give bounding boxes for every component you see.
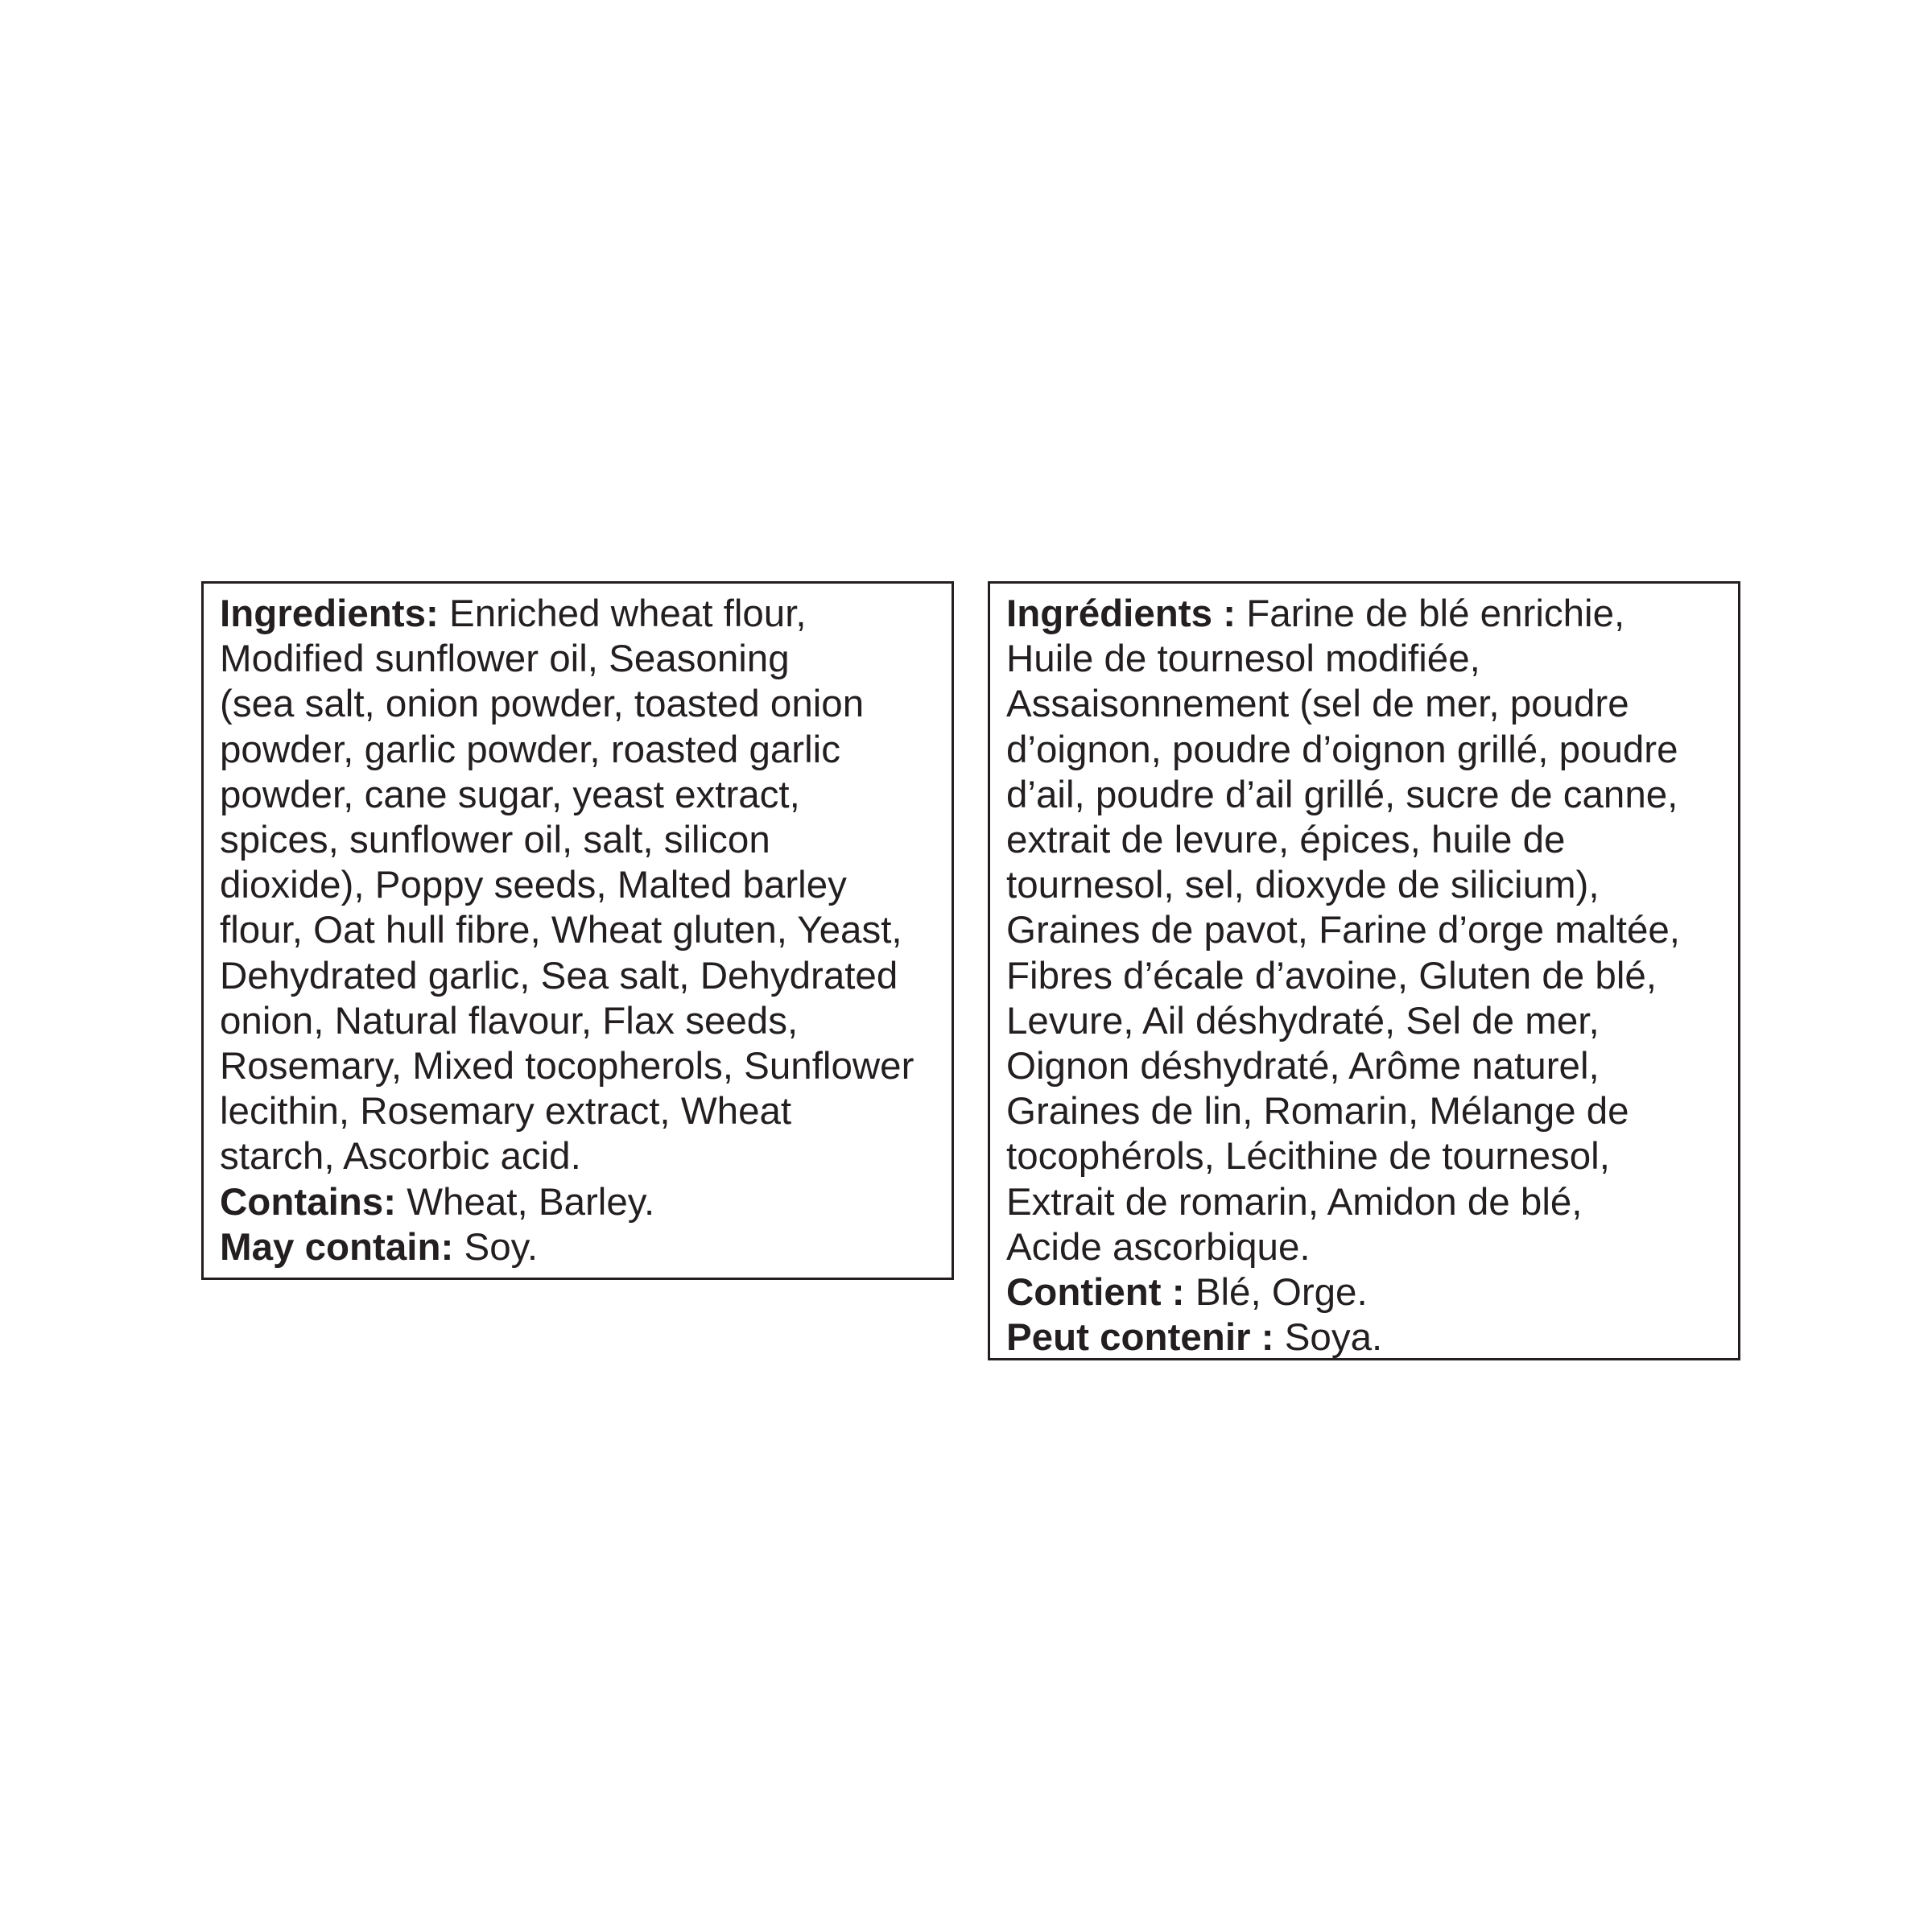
ingredients-panel-english (201, 581, 954, 1280)
ingredients-line: powder, garlic powder, roasted garlic (220, 728, 840, 771)
ingredients-line: Fibres d’écale d’avoine, Gluten de blé, (1006, 954, 1657, 997)
may-contain-label: Peut contenir : (1006, 1316, 1274, 1360)
contains-value: Blé, Orge. (1184, 1271, 1368, 1315)
ingredients-line: Oignon déshydraté, Arôme naturel, (1006, 1045, 1600, 1088)
ingredients-line (1006, 592, 1724, 637)
ingredients-line: tournesol, sel, dioxyde de silicium), (1006, 864, 1600, 907)
ingredients-panel-french (988, 581, 1740, 1360)
ingredients-line: Graines de lin, Romarin, Mélange de (1006, 1090, 1629, 1133)
ingredients-line: lecithin, Rosemary extract, Wheat (220, 1090, 792, 1133)
ingredients-text: Enriched wheat flour, (438, 592, 807, 635)
ingredients-line: dioxide), Poppy seeds, Malted barley (220, 864, 847, 907)
ingredients-line: powder, cane sugar, yeast extract, (220, 773, 800, 816)
may-contain-value: Soy. (453, 1225, 539, 1269)
may-contain-label: May contain: (220, 1225, 454, 1269)
ingredients-line: Acide ascorbique. (1006, 1225, 1311, 1269)
ingredients-line: Rosemary, Mixed tocopherols, Sunflower (220, 1045, 914, 1088)
contains-label: Contains: (220, 1180, 397, 1224)
ingredients-label: Ingredients: (220, 592, 439, 635)
contains-line (1006, 1270, 1724, 1315)
ingredients-line: flour, Oat hull fibre, Wheat gluten, Yeast, (220, 909, 902, 952)
ingredients-label: Ingrédients : (1006, 592, 1236, 635)
ingredients-line: Graines de pavot, Farine d’orge maltée, (1006, 909, 1680, 952)
ingredients-line: Modified sunflower oil, Seasoning (220, 638, 790, 681)
ingredients-line: Extrait de romarin, Amidon de blé, (1006, 1180, 1583, 1224)
ingredients-line: d’ail, poudre d’ail grillé, sucre de canne, (1006, 773, 1678, 816)
ingredients-line: Assaisonnement (sel de mer, poudre (1006, 683, 1629, 726)
may-contain-line (220, 1225, 937, 1270)
contains-label: Contient : (1006, 1271, 1185, 1315)
may-contain-line (1006, 1315, 1724, 1360)
ingredients-line: (sea salt, onion powder, toasted onion (220, 683, 865, 726)
contains-line (220, 1180, 937, 1225)
ingredients-line: spices, sunflower oil, salt, silicon (220, 819, 770, 862)
ingredients-line: Levure, Ail déshydraté, Sel de mer, (1006, 999, 1600, 1042)
ingredients-line: extrait de levure, épices, huile de (1006, 819, 1566, 862)
contains-value: Wheat, Barley. (396, 1180, 655, 1224)
may-contain-value: Soya. (1274, 1316, 1383, 1360)
ingredients-line: d’oignon, poudre d’oignon grillé, poudre (1006, 728, 1678, 771)
ingredients-line: tocophérols, Lécithine de tournesol, (1006, 1135, 1610, 1179)
ingredients-line (220, 592, 937, 637)
ingredients-text: Farine de blé enrichie, (1236, 592, 1625, 635)
ingredients-line: Dehydrated garlic, Sea salt, Dehydrated (220, 954, 898, 997)
ingredients-line: onion, Natural flavour, Flax seeds, (220, 999, 799, 1042)
ingredients-line: Huile de tournesol modifiée, (1006, 638, 1480, 681)
ingredients-line: starch, Ascorbic acid. (220, 1135, 581, 1179)
